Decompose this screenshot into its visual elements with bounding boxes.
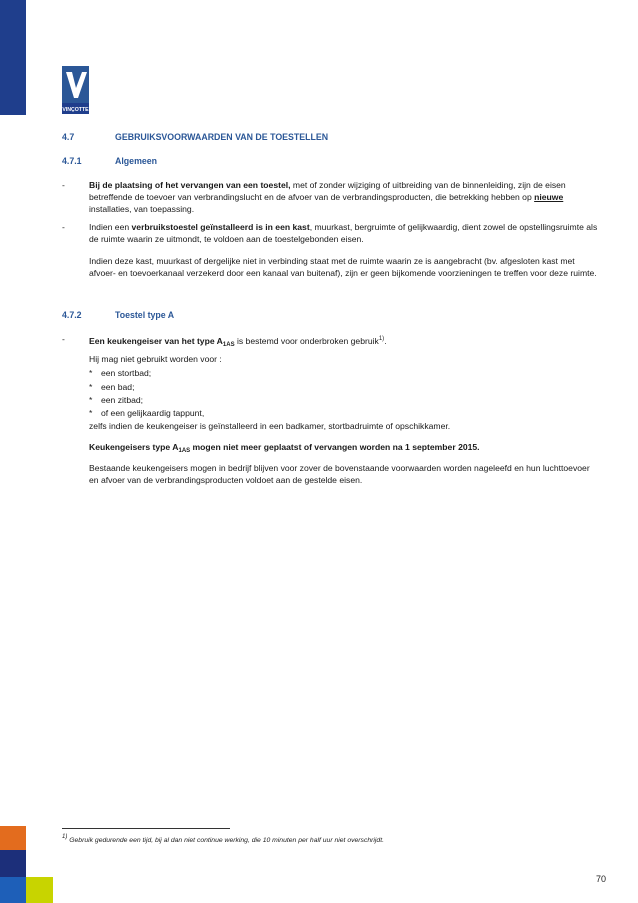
paragraph-text: met of zonder wijziging of uitbreiding van de binnenleiding, zijn de eisen betreffende de toevoer van verbrandingslucht en de afvoer van de verbrandingsproducten, die betrekking hebben op (89, 180, 566, 202)
paragraph-placement (89, 179, 601, 215)
section-number: 4.7.2 (62, 310, 82, 320)
list-dash: - (62, 180, 65, 190)
list-item-text: een stortbad; (101, 368, 152, 378)
bullet-mark: * (89, 408, 93, 418)
footnote-separator (62, 828, 230, 829)
paragraph-text: mogen niet meer geplaatst of vervangen worden na 1 september 2015. (190, 442, 480, 452)
brand-band-lime (26, 877, 53, 903)
paragraph-text: installaties, van toepassing. (89, 204, 195, 214)
emphasis: Een keukengeiser van het type A (89, 336, 223, 346)
vincotte-logo (62, 66, 89, 114)
paragraph-deadline (89, 441, 601, 457)
paragraph-text: Keukengeisers type A (89, 442, 179, 452)
list-item (89, 407, 204, 419)
paragraph-text: is bestemd voor onderbroken gebruik (234, 336, 379, 346)
paragraph-not-used-for: Hij mag niet gebruikt worden voor : (89, 354, 222, 364)
brand-band-top (0, 0, 26, 115)
emphasis: Bij de plaatsing of het vervangen van een toestel, (89, 180, 291, 190)
paragraph-cabinet-note: Indien deze kast, muurkast of dergelijke niet in verbinding staat met de ruimte waarin ze is aangebracht (bv. afgesloten kast met afvoer- en toevoerkanaal verzekerd door een kanaal van buitenaf), zijn er geen bijkomende voorzieningen te treffen voor deze ruimte. (89, 256, 597, 278)
footnote (62, 834, 384, 844)
page-number: 70 (596, 874, 607, 884)
list-item (89, 394, 143, 406)
bullet-mark: * (89, 368, 93, 378)
list-dash: - (62, 334, 65, 344)
paragraph-existing: Bestaande keukengeisers mogen in bedrijf blijven voor zover de bovenstaande voorwaarden worden nageleefd en hun luchttoevoer en afvoer van de verbrandingsproducten voldoet aan de gestelde eisen. (89, 463, 590, 485)
subscript: 1AS (178, 448, 191, 454)
list-item-text: een bad; (101, 382, 135, 392)
emphasis: verbruikstoestel geïnstalleerd is in een kast (131, 222, 310, 232)
list-item-text: een zitbad; (101, 395, 144, 405)
svg-text:VINÇOTTE: VINÇOTTE (62, 107, 89, 113)
brand-band-navy (0, 850, 26, 877)
brand-band-blue (0, 877, 26, 903)
list-item (89, 367, 151, 379)
list-item (89, 381, 134, 393)
bullet-mark: * (89, 382, 93, 392)
footnote-text: Gebruik gedurende een tijd, bij al dan niet continue werking, die 10 minuten per half uur niet overschrijdt. (67, 837, 384, 844)
section-title: GEBRUIKSVOORWAARDEN VAN DE TOESTELLEN (115, 132, 329, 142)
section-title: Toestel type A (115, 310, 175, 320)
section-number: 4.7 (62, 132, 75, 142)
paragraph-even-if: zelfs indien de keukengeiser is geïnstalleerd in een badkamer, stortbadruimte of opschikkamer. (89, 421, 451, 431)
section-number: 4.7.1 (62, 156, 82, 166)
paragraph-cabinet (89, 221, 601, 245)
bullet-mark: * (89, 395, 93, 405)
subscript: 1AS (222, 342, 235, 348)
paragraph-text: , muurkast, bergruimte of gelijkwaardig, dient zowel de opstellingsruimte als de ruimte waarin ze uitmondt, te voldoen aan de toestelgebonden eisen. (89, 222, 598, 244)
paragraph-text: . (384, 336, 387, 346)
footnote-ref: 1) (378, 336, 385, 342)
list-item-text: of een gelijkaardig tappunt, (101, 408, 205, 418)
brand-band-orange (0, 826, 26, 850)
list-dash: - (62, 222, 65, 232)
paragraph-type-a (89, 333, 601, 351)
footnote-mark: 1) (62, 834, 68, 840)
section-title: Algemeen (115, 156, 158, 166)
underlined-term: nieuwe (534, 192, 564, 202)
paragraph-text: Indien een (89, 222, 132, 232)
